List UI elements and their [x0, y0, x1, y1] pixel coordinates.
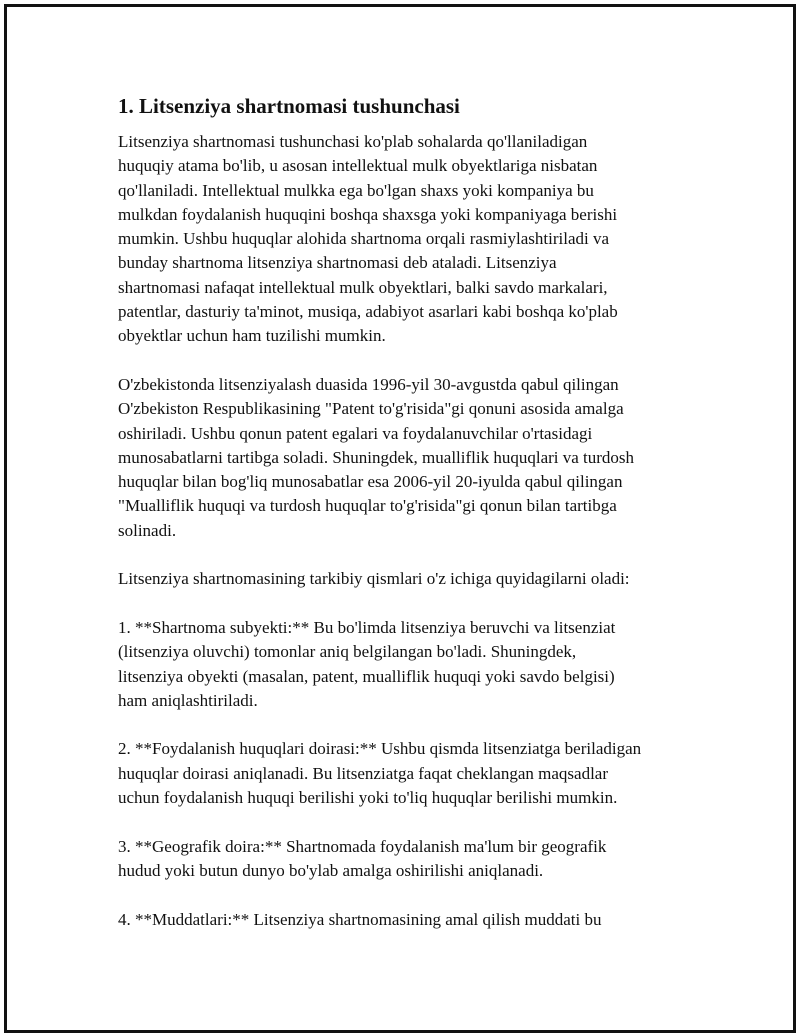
document-heading: 1. Litsenziya shartnomasi tushunchasi	[118, 94, 460, 118]
list-item-usage-rights: 2. **Foydalanish huquqlari doirasi:** Ushbu qismda litsenziatga beriladigan huquqlar doirasi aniqlanadi. Bu litsenziatga faqat cheklangan maqsadlar uchun foydalanish huquqi berilishi yoki to'liq huquqlar berilishi mumkin.	[118, 739, 642, 808]
paragraph-components-intro: Litsenziya shartnomasining tarkibiy qismlari o'z ichiga quyidagilarni oladi:	[118, 569, 630, 589]
list-item-geographic-scope: 3. **Geografik doira:** Shartnomada foydalanish ma'lum bir geografik hudud yoki butun dunyo bo'ylab amalga oshirilishi aniqlanadi.	[118, 836, 607, 880]
list-item-terms: 4. **Muddatlari:** Litsenziya shartnomasining amal qilish muddati bu	[118, 909, 602, 929]
list-item-subject: 1. **Shartnoma subyekti:** Bu bo'limda litsenziya beruvchi va litsenziat (litsenziya oluvchi) tomonlar aniq belgilangan bo'ladi. Shuningdek, litsenziya obyekti (masalan, patent, mualliflik huquqi yoki savdo belgisi) ham aniqlashtiriladi.	[118, 617, 616, 710]
paragraph-legislation: O'zbekistonda litsenziyalash duasida 1996-yil 30-avgustda qabul qilingan O'zbekiston Respublikasining "Patent to'g'risida"gi qonuni asosida amalga oshiriladi. Ushbu qonun patent egalari va foydalanuvchilar o'rtasidagi munosabatlarni tartibga soladi. Shuningdek, mualliflik huquqlari va turdosh huquqlar bilan bog'liq munosabatlar esa 2006-yil 20-iyulda qabul qilingan "Mualliflik huquqi va turdosh huquqlar to'g'risida"gi qonun bilan tartibga solinadi.	[118, 374, 635, 540]
paragraph-definition: Litsenziya shartnomasi tushunchasi ko'plab sohalarda qo'llaniladigan huquqiy atama bo'lib, u asosan intellektual mulk obyektlariga nisbatan qo'llaniladi. Intellektual mulkka ega bo'lgan shaxs yoki kompaniya bu mulkdan foydalanish huquqini boshqa shaxsga yoki kompaniyaga berishi mumkin. Ushbu huquqlar alohida shartnoma orqali rasmiylashtiriladi va bunday shartnoma litsenziya shartnomasi deb ataladi. Litsenziya shartnomasi nafaqat intellektual mulk obyektlari, balki savdo markalari, patentlar, dasturiy ta'minot, musiqa, adabiyot asarlari kabi boshqa ko'plab obyektlar uchun ham tuzilishi mumkin.	[118, 132, 618, 346]
document-body	[118, 92, 700, 956]
